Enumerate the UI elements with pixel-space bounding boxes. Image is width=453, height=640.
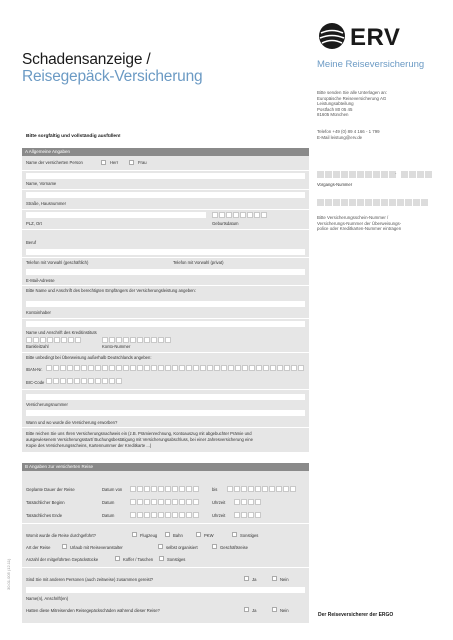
companions-ja-checkbox[interactable]	[244, 576, 249, 581]
email-field[interactable]	[26, 269, 305, 275]
logo-text: ERV	[350, 24, 401, 51]
insured-name-label: Name der versicherten Person	[26, 160, 83, 165]
damage-ja-label: Ja	[252, 608, 257, 613]
beruf-field[interactable]	[26, 249, 305, 255]
blz-cells[interactable]	[26, 337, 81, 343]
policy-note-line: Bitte Versicherungsschein-Nummer /	[317, 215, 389, 220]
planned-duration-label: Geplante Dauer der Reise	[26, 487, 75, 492]
vorgang-label: Vorgangs-Nummer	[317, 182, 353, 187]
date-to-label: bis	[212, 487, 218, 492]
address-line: Leistungsabteilung	[317, 101, 354, 107]
companions-ja-label: Ja	[252, 577, 257, 582]
frau-checkbox[interactable]	[129, 160, 134, 165]
date-from-cells[interactable]	[130, 486, 199, 492]
start-date-cells[interactable]	[130, 499, 199, 505]
herr-label: Herr	[110, 160, 119, 165]
insurance-number-label: Versicherungsnummer	[26, 402, 68, 407]
companions-label: Sind Sie mit anderen Personen (auch zeitweise) zusammen gereist?	[26, 577, 154, 582]
bic-label: BIC-Code	[26, 380, 45, 385]
damage-nein-label: Nein	[280, 608, 289, 613]
pkw-label: PKW	[204, 533, 214, 538]
account-holder-label: Kontoinhaber	[26, 310, 51, 315]
vorgang-year-cells[interactable]	[401, 171, 432, 178]
contact-email: E-Mail leistung@erv.de	[317, 134, 363, 140]
address-line: Europäische Reiseversicherung AG	[317, 95, 387, 101]
street-label: Straße, Hausnummer	[26, 201, 67, 206]
separator-dash: -	[395, 171, 397, 176]
footer-text: Der Reiseversicherer der ERGO	[318, 612, 394, 618]
address-block	[317, 90, 387, 118]
beruf-label: Beruf	[26, 240, 37, 245]
koffer-checkbox[interactable]	[115, 556, 120, 561]
section-a-panel	[22, 156, 309, 452]
companions-nein-label: Nein	[280, 577, 289, 582]
street-field[interactable]	[26, 192, 305, 198]
geschaeft-checkbox[interactable]	[212, 544, 217, 549]
policy-note	[317, 215, 401, 232]
plz-ort-label: PLZ, Ort	[26, 221, 42, 226]
companion-damage-label: Hatten diese Mitreisenden Reisegepäckschäden während dieser Reise?	[26, 608, 160, 613]
actual-start-label: Tatsächlicher Beginn	[26, 500, 65, 505]
trip-type-label: Art der Reise	[26, 545, 51, 550]
address-line: Bitte senden Sie alle Unterlagen an:	[317, 90, 388, 95]
iban-label: IBAN-Nr.	[26, 367, 43, 372]
date-from-label: Datum von	[102, 487, 123, 492]
birthdate-label: Geburtsdatum	[212, 221, 239, 226]
recipient-label: Bitte Name und Anschrift des berechtigten Empfängers der Versicherungsleistung angeben:	[26, 288, 196, 293]
form-code: 30.01.005 (12.11)	[6, 558, 11, 590]
companions-names-label: Name(n), Anschrift(en)	[26, 596, 69, 601]
start-date-label: Datum	[102, 500, 115, 505]
birthdate-cells[interactable]	[212, 212, 267, 218]
acquired-label: Wann und wo wurde die Versicherung erworben?	[26, 420, 118, 425]
sonstiges-checkbox[interactable]	[232, 532, 237, 537]
companions-names-field[interactable]	[26, 587, 305, 593]
date-to-cells[interactable]	[227, 486, 296, 492]
herr-checkbox[interactable]	[101, 160, 106, 165]
vorgang-number-cells[interactable]	[317, 171, 396, 178]
policy-note-line: police oder Kreditkarten-Nummer eintragen	[317, 226, 402, 232]
proof-line-1: Bitte reichen Sie uns Ihren Versicherungsnachweis ein (z.B. Prämienrechnung, Kontoauszug mit abgebuchter Prämie und	[26, 431, 252, 436]
transport-label: Womit wurde die Reise durchgeführt?	[26, 533, 96, 538]
proof-line-2: ausgewiesenem Versicherungsstart/ Buchungsbestätigung mit Versicherungsabschluss, bei einer Jahresversicherung eine	[26, 437, 253, 442]
globe-icon	[318, 22, 346, 50]
section-b-panel	[22, 471, 309, 623]
contact-phone: Telefon +49 (0) 89 4 166 - 1 799	[317, 129, 380, 134]
damage-nein-checkbox[interactable]	[272, 607, 277, 612]
selbst-label: selbst organisiert	[166, 545, 198, 550]
sonstiges-label: Sonstiges	[240, 533, 259, 538]
address-line: 81605 München	[317, 112, 349, 118]
section-b-heading: B Angaben zur versicherten Reise	[22, 463, 309, 471]
abroad-label: Bitte unbedingt bei Überweisung außerhalb Deutschlands angeben:	[26, 355, 152, 360]
address-line: Postfach 80 05 45	[317, 106, 353, 112]
policy-number-cells[interactable]	[317, 199, 428, 206]
section-a-heading: A Allgemeine Angaben	[22, 148, 309, 156]
bic-cells[interactable]	[46, 378, 122, 384]
email-label: E-Mail-Adresse	[26, 278, 55, 283]
urlaub-checkbox[interactable]	[62, 544, 67, 549]
name-vorname-label: Name, Vorname	[26, 181, 57, 186]
frau-label: Frau	[138, 160, 147, 165]
bank-name-label: Name und Anschrift des Kreditinstituts	[26, 330, 97, 335]
damage-ja-checkbox[interactable]	[244, 607, 249, 612]
flugzeug-label: Flugzeug	[140, 533, 158, 538]
selbst-checkbox[interactable]	[158, 544, 163, 549]
sonstiges2-checkbox[interactable]	[159, 556, 164, 561]
companions-nein-checkbox[interactable]	[272, 576, 277, 581]
policy-note-line: Versicherungs-Nummer der Überweisungs-	[317, 220, 402, 226]
geschaeft-label: Geschäftsreise	[220, 545, 248, 550]
urlaub-label: Urlaub mit Reiseveranstalter	[70, 545, 123, 550]
bahn-label: Bahn	[173, 533, 183, 538]
end-time-label: Uhrzeit	[212, 513, 226, 518]
account-number-cells[interactable]	[102, 337, 171, 343]
bahn-checkbox[interactable]	[165, 532, 170, 537]
end-time-cells[interactable]	[234, 512, 261, 518]
blz-label: Bankleitzahl	[26, 344, 49, 349]
recipient-field[interactable]	[26, 301, 305, 307]
form-subtitle: Reisegepäck-Versicherung	[22, 68, 203, 85]
actual-end-label: Tatsächliches Ende	[26, 513, 63, 518]
account-number-label: Konto-Nummer	[102, 344, 131, 349]
start-time-cells[interactable]	[234, 499, 261, 505]
phone-business-label: Telefon mit Vorwahl (geschäftlich)	[26, 260, 89, 265]
plz-ort-field[interactable]	[26, 212, 206, 218]
flugzeug-checkbox[interactable]	[132, 532, 137, 537]
proof-line-3: Kopie des Versicherungsscheins, Kartennummer der Kreditkarte ...)	[26, 443, 152, 448]
pkw-checkbox[interactable]	[196, 532, 201, 537]
insurance-number-field[interactable]	[26, 394, 305, 400]
koffer-label: Koffer / Taschen	[123, 557, 154, 562]
fill-hint: Bitte sorgfältig und vollständig ausfüllen!	[26, 134, 121, 139]
start-time-label: Uhrzeit	[212, 500, 226, 505]
tagline: Meine Reiseversicherung	[317, 59, 425, 70]
phone-private-label: Telefon mit Vorwahl (privat)	[173, 260, 224, 265]
acquired-field[interactable]	[26, 410, 305, 416]
name-field[interactable]	[26, 173, 305, 179]
form-title: Schadensanzeige /	[22, 51, 151, 68]
sonstiges2-label: Sonstiges	[167, 557, 186, 562]
end-date-label: Datum	[102, 513, 115, 518]
bank-name-field[interactable]	[26, 321, 305, 327]
luggage-count-label: Anzahl der mitgeführten Gepäckstücke	[26, 557, 99, 562]
contact-block	[317, 129, 380, 140]
end-date-cells[interactable]	[130, 512, 199, 518]
iban-cells[interactable]	[46, 365, 304, 371]
